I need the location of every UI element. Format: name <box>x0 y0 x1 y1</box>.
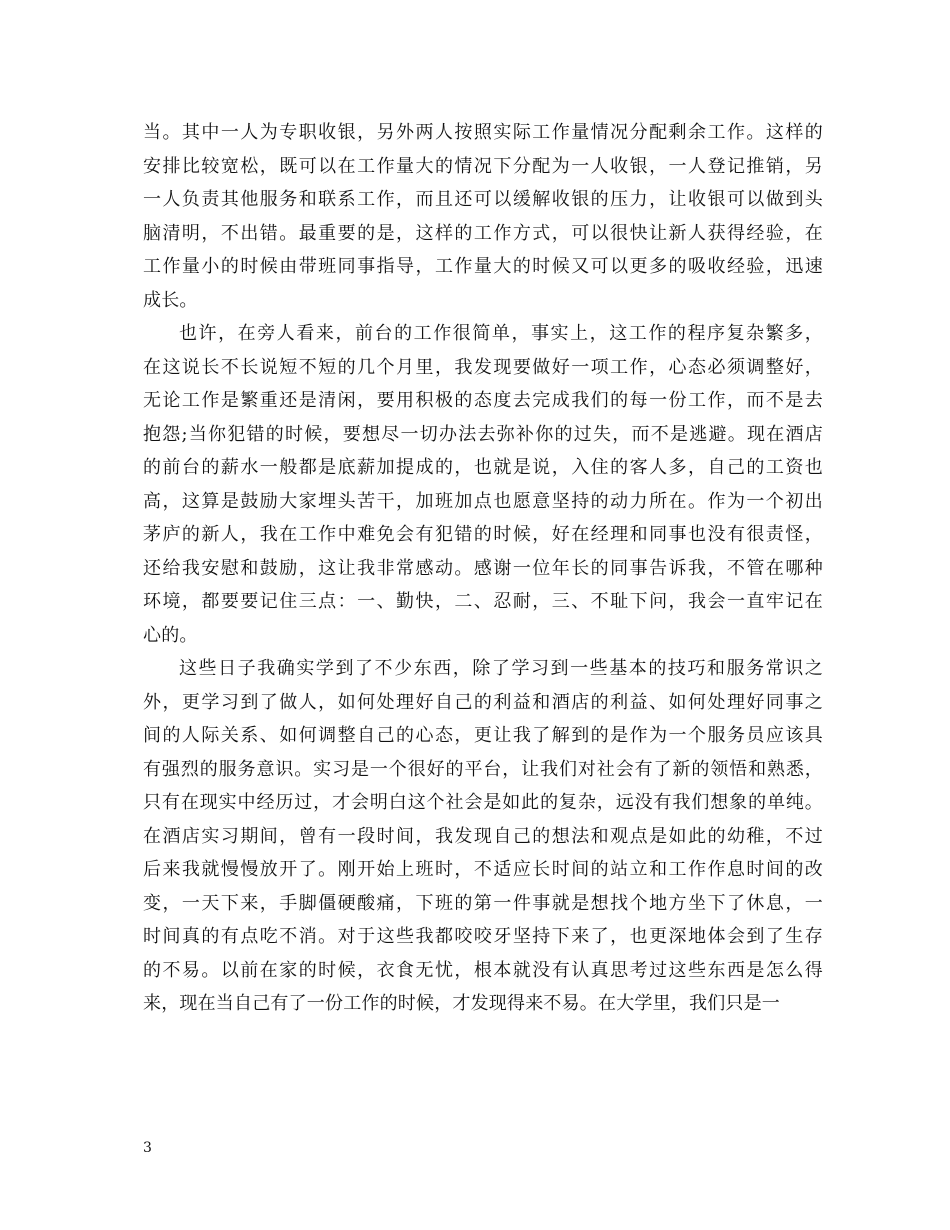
text-line: 一人负责其他服务和联系工作，而且还可以缓解收银的压力，让收银可以做到头 <box>143 189 823 210</box>
text-line: 的前台的薪水一般都是底薪加提成的，也就是说，入住的客人多，自己的工资也 <box>143 457 823 478</box>
text-line: 还给我安慰和鼓励，这让我非常感动。感谢一位年长的同事告诉我，不管在哪种 <box>143 557 823 579</box>
text-line: 时间真的有点吃不消。对于这些我都咬咬牙坚持下来了，也更深地体会到了生存 <box>143 926 823 947</box>
paragraph <box>143 652 823 1021</box>
text-line: 的不易。以前在家的时候，衣食无忧，根本就没有认真思考过这些东西是怎么得 <box>143 959 823 981</box>
text-line: 工作量小的时候由带班同事指导，工作量大的时候又可以更多的吸收经验，迅速 <box>143 256 823 277</box>
text-line: 在这说长不长说短不短的几个月里，我发现要做好一项工作，心态必须调整好， <box>143 356 823 378</box>
text-line: 高，这算是鼓励大家埋头苦干，加班加点也愿意坚持的动力所在。作为一个初出 <box>143 490 823 512</box>
text-line: 只有在现实中经历过，才会明白这个社会是如此的复杂，远没有我们想象的单纯。 <box>143 792 823 813</box>
text-line: 环境，都要要记住三点：一、勤快，二、忍耐，三、不耻下问，我会一直牢记在 <box>143 591 823 612</box>
body-text <box>143 116 823 1021</box>
text-line: 在酒店实习期间，曾有一段时间，我发现自己的想法和观点是如此的幼稚，不过 <box>143 825 823 847</box>
text-line: 变，一天下来，手脚僵硬酸痛，下班的第一件事就是想找个地方坐下了休息，一 <box>143 892 823 914</box>
text-line: 抱怨;当你犯错的时候，要想尽一切办法去弥补你的过失，而不是逃避。现在酒店 <box>143 423 823 445</box>
paragraph <box>143 317 823 652</box>
text-line: 成长。 <box>143 289 198 311</box>
text-line: 茅庐的新人，我在工作中难免会有犯错的时候，好在经理和同事也没有很责怪， <box>143 524 823 545</box>
text-line: 脑清明，不出错。最重要的是，这样的工作方式，可以很快让新人获得经验，在 <box>143 222 823 244</box>
text-line: 无论工作是繁重还是清闲，要用积极的态度去完成我们的每一份工作，而不是去 <box>143 390 823 411</box>
text-line: 外，更学习到了做人，如何处理好自己的利益和酒店的利益、如何处理好同事之 <box>143 691 823 713</box>
text-line: 当。其中一人为专职收银，另外两人按照实际工作量情况分配剩余工作。这样的 <box>143 122 823 143</box>
text-line: 有强烈的服务意识。实习是一个很好的平台，让我们对社会有了新的领悟和熟悉， <box>143 758 823 780</box>
text-line: 这些日子我确实学到了不少东西，除了学习到一些基本的技巧和服务常识之 <box>179 658 823 679</box>
text-line: 后来我就慢慢放开了。刚开始上班时，不适应长时间的站立和工作作息时间的改 <box>143 859 823 880</box>
text-line: 安排比较宽松，既可以在工作量大的情况下分配为一人收银，一人登记推销，另 <box>143 155 823 177</box>
text-line: 也许，在旁人看来，前台的工作很简单，事实上，这工作的程序复杂繁多， <box>179 323 823 344</box>
page-number: 3 <box>143 1140 152 1156</box>
text-line: 来，现在当自己有了一份工作的时候，才发现得来不易。在大学里，我们只是一 <box>143 993 780 1014</box>
paragraph <box>143 116 823 317</box>
text-line: 间的人际关系、如何调整自己的心态，更让我了解到的是作为一个服务员应该具 <box>143 725 823 746</box>
text-line: 心的。 <box>143 624 198 646</box>
